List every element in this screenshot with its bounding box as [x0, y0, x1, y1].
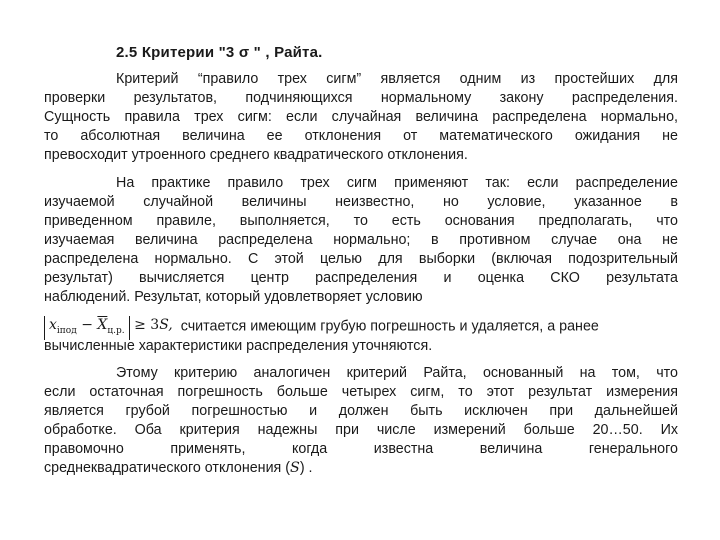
paragraph-line: Критерий “правило трех сигм” является одним из простейших для: [116, 71, 678, 87]
final-line-suffix: ) .: [299, 460, 313, 476]
paragraph-line: На практике правило трех сигм применяют так: если распределение: [116, 175, 678, 191]
paragraph-line: то абсолютная величина ее отклонения от математического ожидания не: [44, 128, 678, 144]
formula-s: S,: [159, 317, 173, 333]
formula-xbar-sub: ц.р.: [107, 325, 125, 336]
formula-xbar: $\overline{X}$: [97, 317, 108, 333]
paragraph-line-final: [44, 459, 678, 477]
paragraph-line: изучаемой случайной величины неизвестно, но условие, указанное в: [44, 194, 678, 210]
paragraph-line: является грубой погрешностью и должен быть исключен при дальнейшей: [44, 403, 678, 419]
paragraph-line: результат) вычисляется центр распределения и оценка СКО результата: [44, 270, 678, 286]
paragraph-line: Сущность правила трех сигм: если случайная величина распределена нормально,: [44, 109, 678, 125]
paragraph-line: наблюдений. Результат, который удовлетворяет условию: [44, 289, 423, 305]
paragraph-line: Этому критерию аналогичен критерий Райта, основанный на том, что: [116, 365, 678, 381]
formula-x-sub: iпод: [56, 325, 77, 336]
paragraph-line: если остаточная погрешность больше четырех сигм, то этот результат измерения: [44, 384, 678, 400]
paragraph-line: обработке. Оба критерия надежны при числе измерений больше 20…50. Их: [44, 422, 678, 438]
paragraph-line: правомочно применять, когда известна величина генерального: [44, 441, 678, 457]
section-title: 2.5 Критерии "3 σ " , Райта.: [116, 44, 323, 61]
paragraph-line: превосходит утроенного среднего квадратического отклонения.: [44, 147, 468, 163]
formula-text: считается имеющим грубую погрешность и удаляется, а ранее: [180, 318, 599, 335]
final-line-text: среднеквадратического отклонения (: [44, 460, 291, 476]
paragraph-line: распределена нормально. С этой целью для выборки (включая подозрительный: [44, 251, 678, 267]
formula-line: [44, 314, 678, 336]
paragraph-line: изучаемая величина распределена нормально; в противном случае она не: [44, 232, 678, 248]
paragraph-line: вычисленные характеристики распределения уточняются.: [44, 338, 433, 354]
formula-geq: ≥ 3: [134, 317, 160, 333]
paragraph-line: проверки результатов, подчиняющихся нормальному закону распределения.: [44, 90, 678, 106]
sigma-symbol-s: S: [290, 460, 300, 476]
formula-x: x: [49, 317, 57, 333]
outlier-formula: [44, 314, 173, 340]
paragraph-line: приведенном правиле, выполняется, то есть основания предполагать, что: [44, 213, 678, 229]
formula-minus: −: [81, 317, 93, 333]
